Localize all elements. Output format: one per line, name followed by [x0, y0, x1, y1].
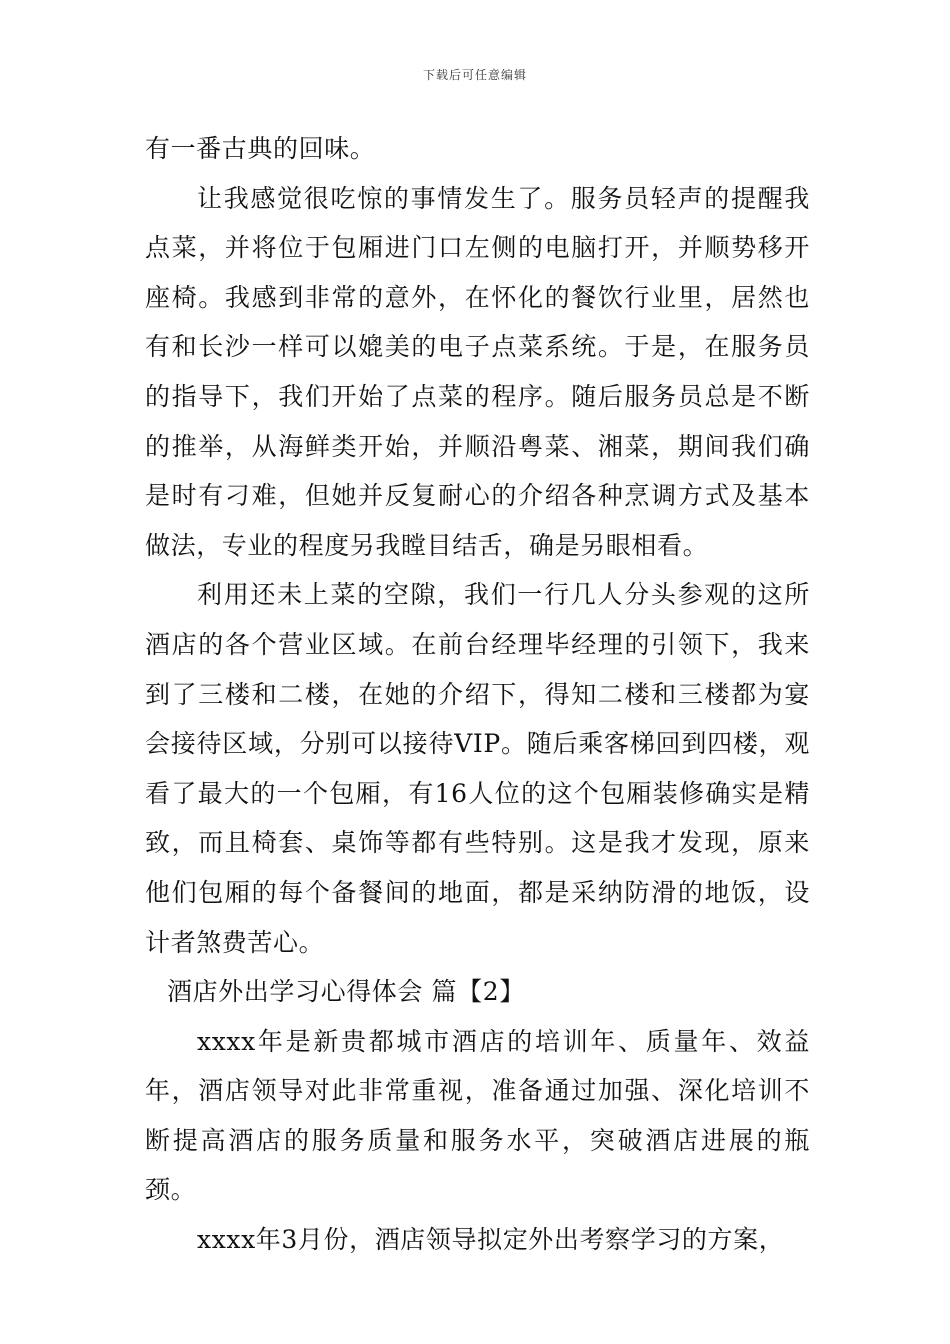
paragraph-hotel-tour: 利用还未上菜的空隙，我们一行几人分头参观的这所酒店的各个营业区域。在前台经理毕经理的引领下，我来到了三楼和二楼，在她的介绍下，得知二楼和三楼都为宴会接待区域，分别可以接待VIP。随后乘客梯回到四楼，观看了最大的一个包厢，有16人位的这个包厢装修确实是精致，而且椅套、桌饰等都有些特别。这是我才发现，原来他们包厢的每个备餐间的地面，都是采纳防滑的地饭，设计者煞费苦心。 — [145, 580, 810, 957]
paragraph-continuation: 有一番古典的回味。 — [145, 134, 376, 163]
section-heading: 酒店外出学习心得体会 篇【2】 — [167, 977, 525, 1007]
paragraph-study-plan: xxxx年3月份，酒店领导拟定外出考察学习的方案， — [197, 1225, 785, 1255]
paragraph-ordering-system: 让我感觉很吃惊的事情发生了。服务员轻声的提醒我点菜，并将位于包厢进门口左侧的电脑打开，并顺势移开座椅。我感到非常的意外，在怀化的餐饮行业里，居然也有和长沙一样可以媲美的电子点菜系统。于是，在服务员的指导下，我们开始了点菜的程序。随后服务员总是不断的推举，从海鲜类开始，并顺沿粤菜、湘菜，期间我们确是时有刁难，但她并反复耐心的介绍各种烹调方式及基本做法，专业的程度另我瞠目结舌，确是另眼相看。 — [145, 183, 810, 560]
page-header-note: 下载后可任意编辑 — [422, 68, 527, 82]
paragraph-training-year: xxxx年是新贵都城市酒店的培训年、质量年、效益年，酒店领导对此非常重视，准备通过加强、深化培训不断提高酒店的服务质量和服务水平，突破酒店进展的瓶颈。 — [145, 1026, 810, 1205]
document-body — [145, 124, 810, 1265]
